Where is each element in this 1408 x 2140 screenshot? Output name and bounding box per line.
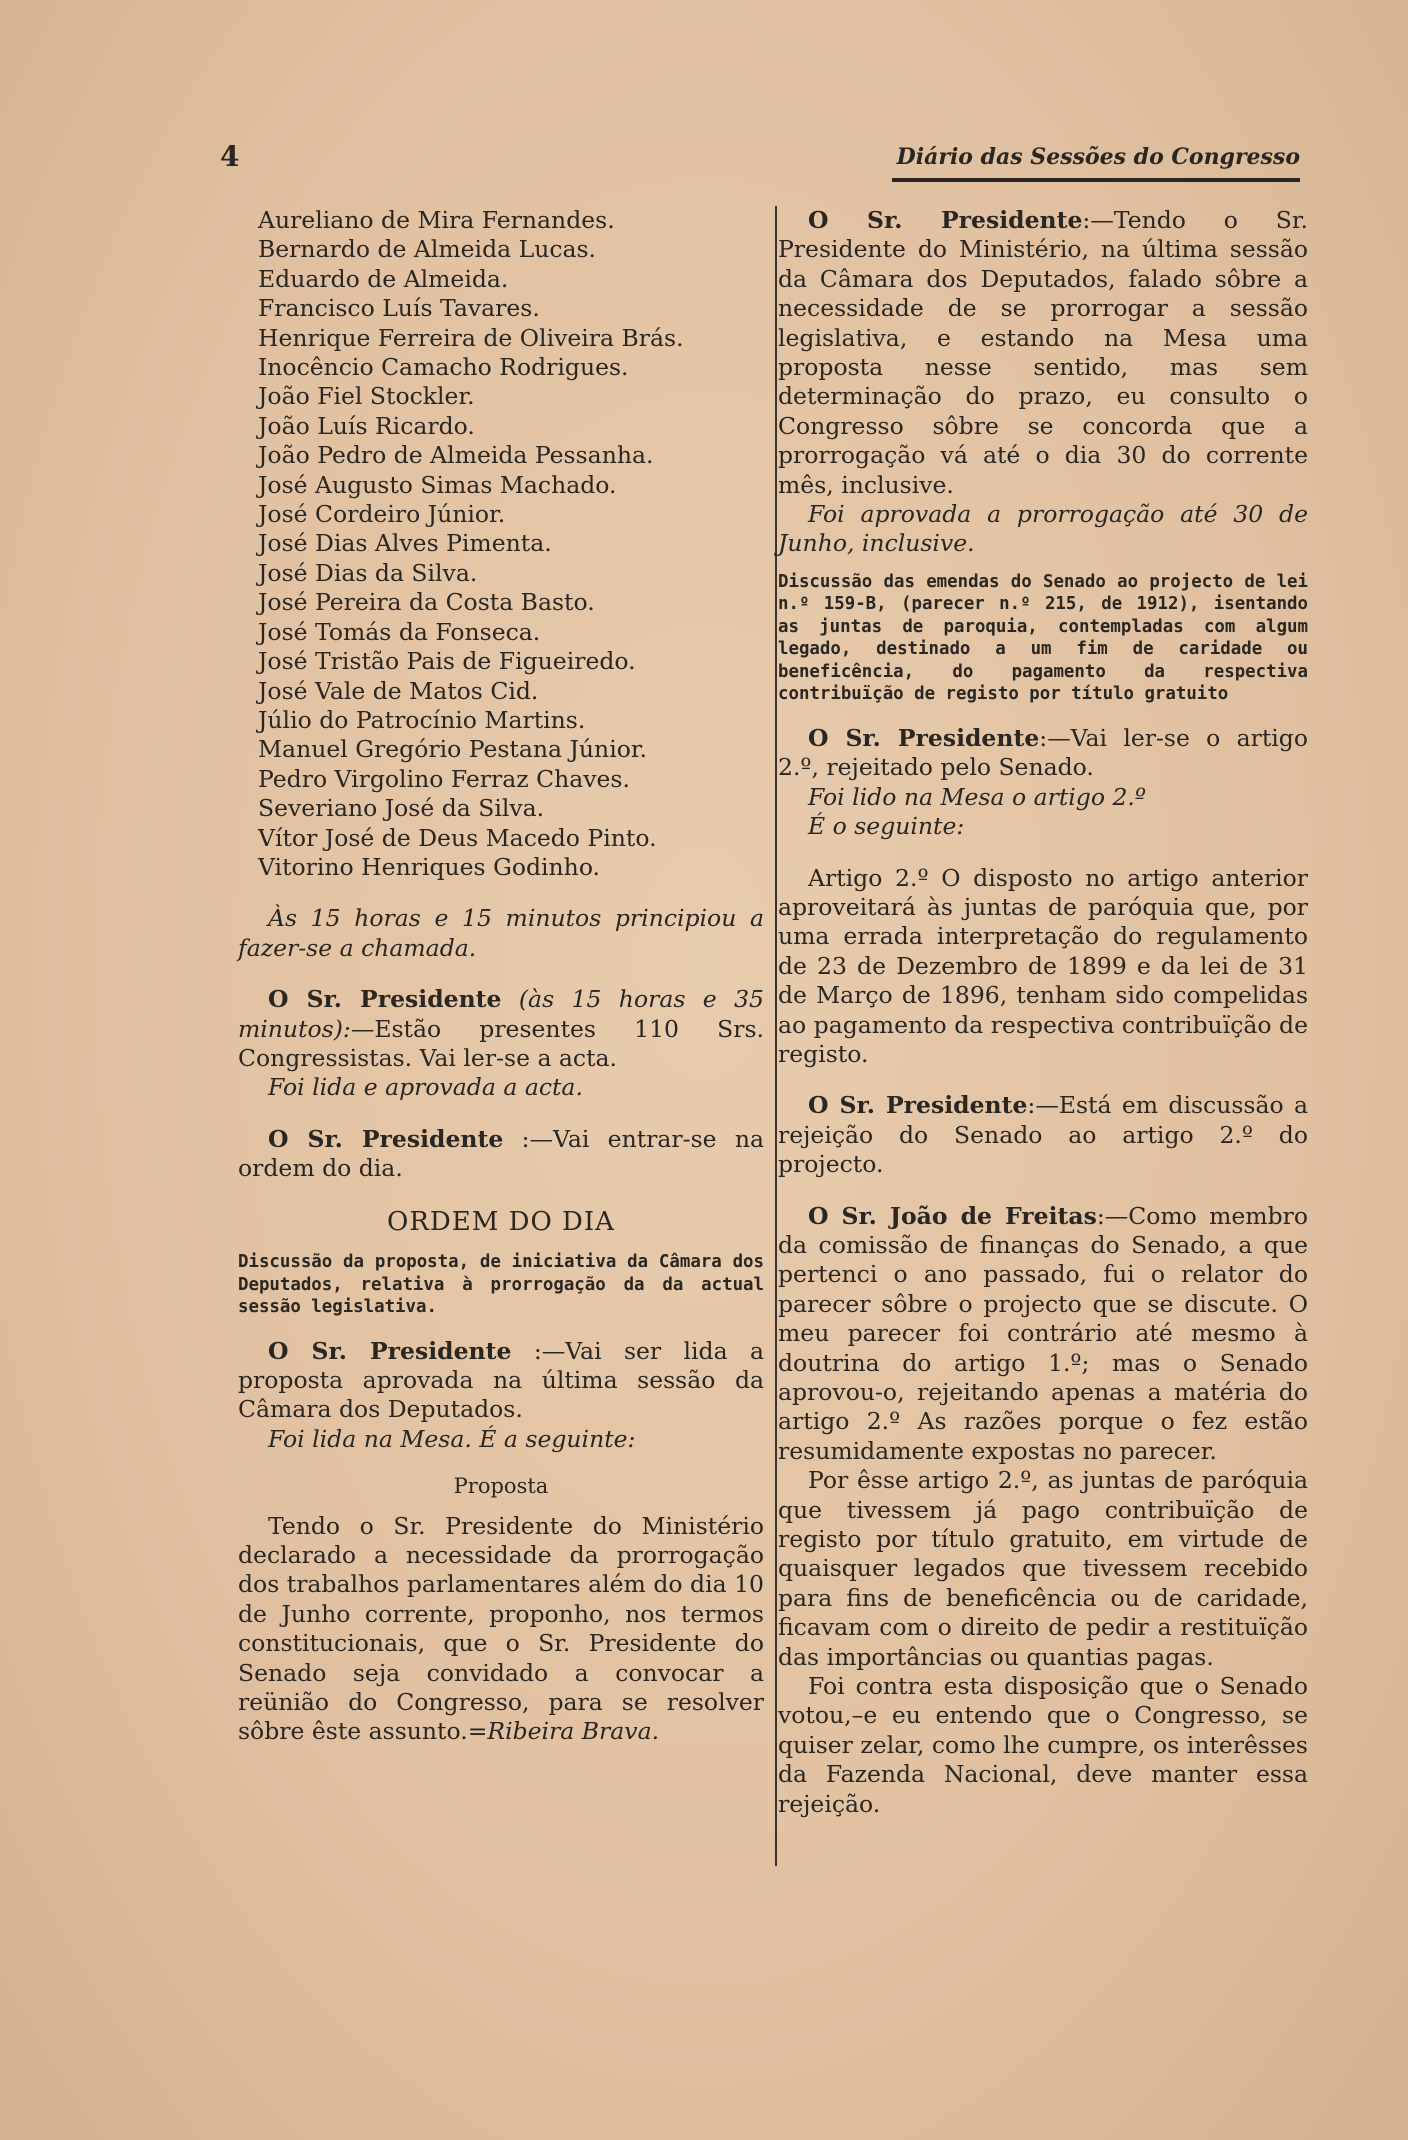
roll-call-name: Manuel Gregório Pestana Júnior. [258,735,647,764]
roll-call-name: João Fiel Stockler. [258,382,475,411]
proposal-body: Tendo o Sr. Presidente do Ministério declarado a necessidade da prorrogação dos trabalhos parlamentares além do dia 10 de Junho corrente, proponho, nos termos constitucionais, que o Sr. Presidente do Senado seja convidado a convocar a reünião do Congresso, para se resolver sôbre êste assunto. [238,1511,764,1746]
roll-call-name: José Dias da Silva. [258,558,478,587]
speech-text: —Estão presentes 110 Srs. Congressistas. Vai ler-se a acta. [238,1014,764,1072]
paragraph [778,206,1308,500]
roll-call-name: José Vale de Matos Cid. [258,676,539,705]
agenda-topic: Discussão das emendas do Senado ao projecto de lei n.º 159-B, (parecer n.º 215, de 1912), isentando as juntas de paroquia, contempladas com algum legado, destinado a um fim de caridade ou beneficência, do pagamento da respectiva contribuïção de registo por título gratuito [778,571,1308,705]
roll-call-name: João Luís Ricardo. [258,411,475,440]
procedure-note: É o seguinte: [808,812,965,841]
roll-call-name: Aureliano de Mira Fernandes. [258,206,615,234]
roll-call-name: Severiano José da Silva. [258,794,545,823]
article-text: Artigo 2.º O disposto no artigo anterior aproveitará às juntas de paróquia que, por uma errada interpretação do regulamento de 23 de Dezembro de 1899 e da lei de 31 de Março de 1896, tenham sido compelidas ao pagamento da respectiva contribuïção de registo. [778,863,1308,1068]
roll-call-name: Vitorino Henriques Godinho. [258,852,601,881]
speaker-name: O Sr. Presidente [808,1091,1028,1120]
time-note: (às 15 horas e 35 minutos): [238,985,764,1043]
paragraph [238,1337,764,1425]
speech-text: :—Está em discussão a rejeição do Senado ao artigo 2.º do projecto. [778,1091,1308,1179]
procedure-note: Foi aprovada a prorrogação até 30 de Junho, inclusive. [778,500,1308,558]
roll-call-name: Francisco Luís Tavares. [258,294,540,323]
roll-call-name: Henrique Ferreira de Oliveira Brás. [258,323,684,352]
roll-call-name: José Tomás da Fonseca. [258,617,541,646]
roll-call-name: José Augusto Simas Machado. [258,470,617,499]
paragraph: Por êsse artigo 2.º, as juntas de paróquia que tivessem já pago contribuïção de registo por título gratuito, em virtude de quaisquer legados que tivessem recebido para fins de beneficência ou de caridade, ficavam com o direito de pedir a restituïção das importâncias ou quantias pagas. [778,1466,1308,1671]
header-rule [892,178,1300,182]
section-title: ORDEM DO DIA [387,1206,615,1237]
proposal-text [238,1512,764,1747]
procedure-note: Foi lida na Mesa. É a seguinte: [268,1424,636,1453]
speech-text: :—Vai ser lida a proposta aprovada na última sessão da Câmara dos Deputados. [238,1336,764,1424]
speaker-name: O Sr. Presidente [808,723,1040,752]
speech-text: :—Tendo o Sr. Presidente do Ministério, na última sessão da Câmara dos Deputados, falado sôbre a necessidade de se prorrogar a sessão legislativa, e estando na Mesa uma proposta nesse sentido, mas sem determinação do prazo, eu consulto o Congresso sôbre se concorda que a prorrogação vá até o dia 30 do corrente mês, inclusive. [778,206,1308,499]
page-number: 4 [220,140,240,173]
right-column [778,206,1308,1819]
roll-call-list [258,206,764,882]
roll-call-name: Júlio do Patrocínio Martins. [258,705,586,734]
roll-call-name: José Dias Alves Pimenta. [258,529,552,558]
paragraph [778,1202,1308,1467]
paragraph [238,985,764,1073]
proposal-heading: Proposta [453,1474,549,1499]
paragraph [778,1091,1308,1179]
roll-call-name: Inocêncio Camacho Rodrigues. [258,353,629,382]
agenda-topic: Discussão da proposta, de iniciativa da Câmara dos Deputados, relativa à prorrogação da da actual sessão legislativa. [238,1252,764,1317]
roll-call-name: João Pedro de Almeida Pessanha. [258,441,654,470]
speaker-name: O Sr. João de Freitas [808,1201,1097,1230]
proposal-signature: =Ribeira Brava. [467,1717,660,1746]
speaker-name: O Sr. Presidente [268,1124,504,1153]
left-column [238,206,764,1747]
speech-text: :—Como membro da comissão de finanças do Senado, a que pertenci o ano passado, fui o relator do parecer sôbre o projecto que se discute. O meu parecer foi contrário até mesmo à doutrina do artigo 1.º; mas o Senado aprovou-o, rejeitando apenas a matéria do artigo 2.º As razões porque o fez estão resumidamente expostas no parecer. [778,1201,1308,1465]
procedure-note: Foi lido na Mesa o artigo 2.º [808,782,1146,811]
roll-call-name: José Tristão Pais de Figueiredo. [258,647,636,676]
column-divider [775,206,777,1866]
running-title: Diário das Sessões do Congresso [896,144,1300,170]
speaker-name: O Sr. Presidente [268,1336,512,1365]
speech-text: :—Vai ler-se o artigo 2.º, rejeitado pelo Senado. [778,723,1308,782]
speaker-name: O Sr. Presidente [808,206,1083,234]
roll-call-name: José Pereira da Costa Basto. [258,588,595,617]
roll-call-note: Às 15 horas e 15 minutos principiou a fazer-se a chamada. [238,904,764,962]
page-header [220,140,1300,182]
paragraph [238,1125,764,1184]
speaker-name: O Sr. Presidente [268,985,502,1014]
paragraph: Foi contra esta disposição que o Senado votou,–e eu entendo que o Congresso, se quiser zelar, como lhe cumpre, os interêsses da Fazenda Nacional, deve manter essa rejeição. [778,1672,1308,1818]
speech-text: :—Vai entrar-se na ordem do dia. [238,1124,764,1183]
roll-call-name: Eduardo de Almeida. [258,264,509,293]
roll-call-name: Bernardo de Almeida Lucas. [258,235,597,264]
roll-call-name: Vítor José de Deus Macedo Pinto. [258,823,657,852]
paragraph [778,724,1308,783]
roll-call-name: José Cordeiro Júnior. [258,500,506,529]
roll-call-name: Pedro Virgolino Ferraz Chaves. [258,764,630,793]
procedure-note: Foi lida e aprovada a acta. [268,1073,583,1102]
